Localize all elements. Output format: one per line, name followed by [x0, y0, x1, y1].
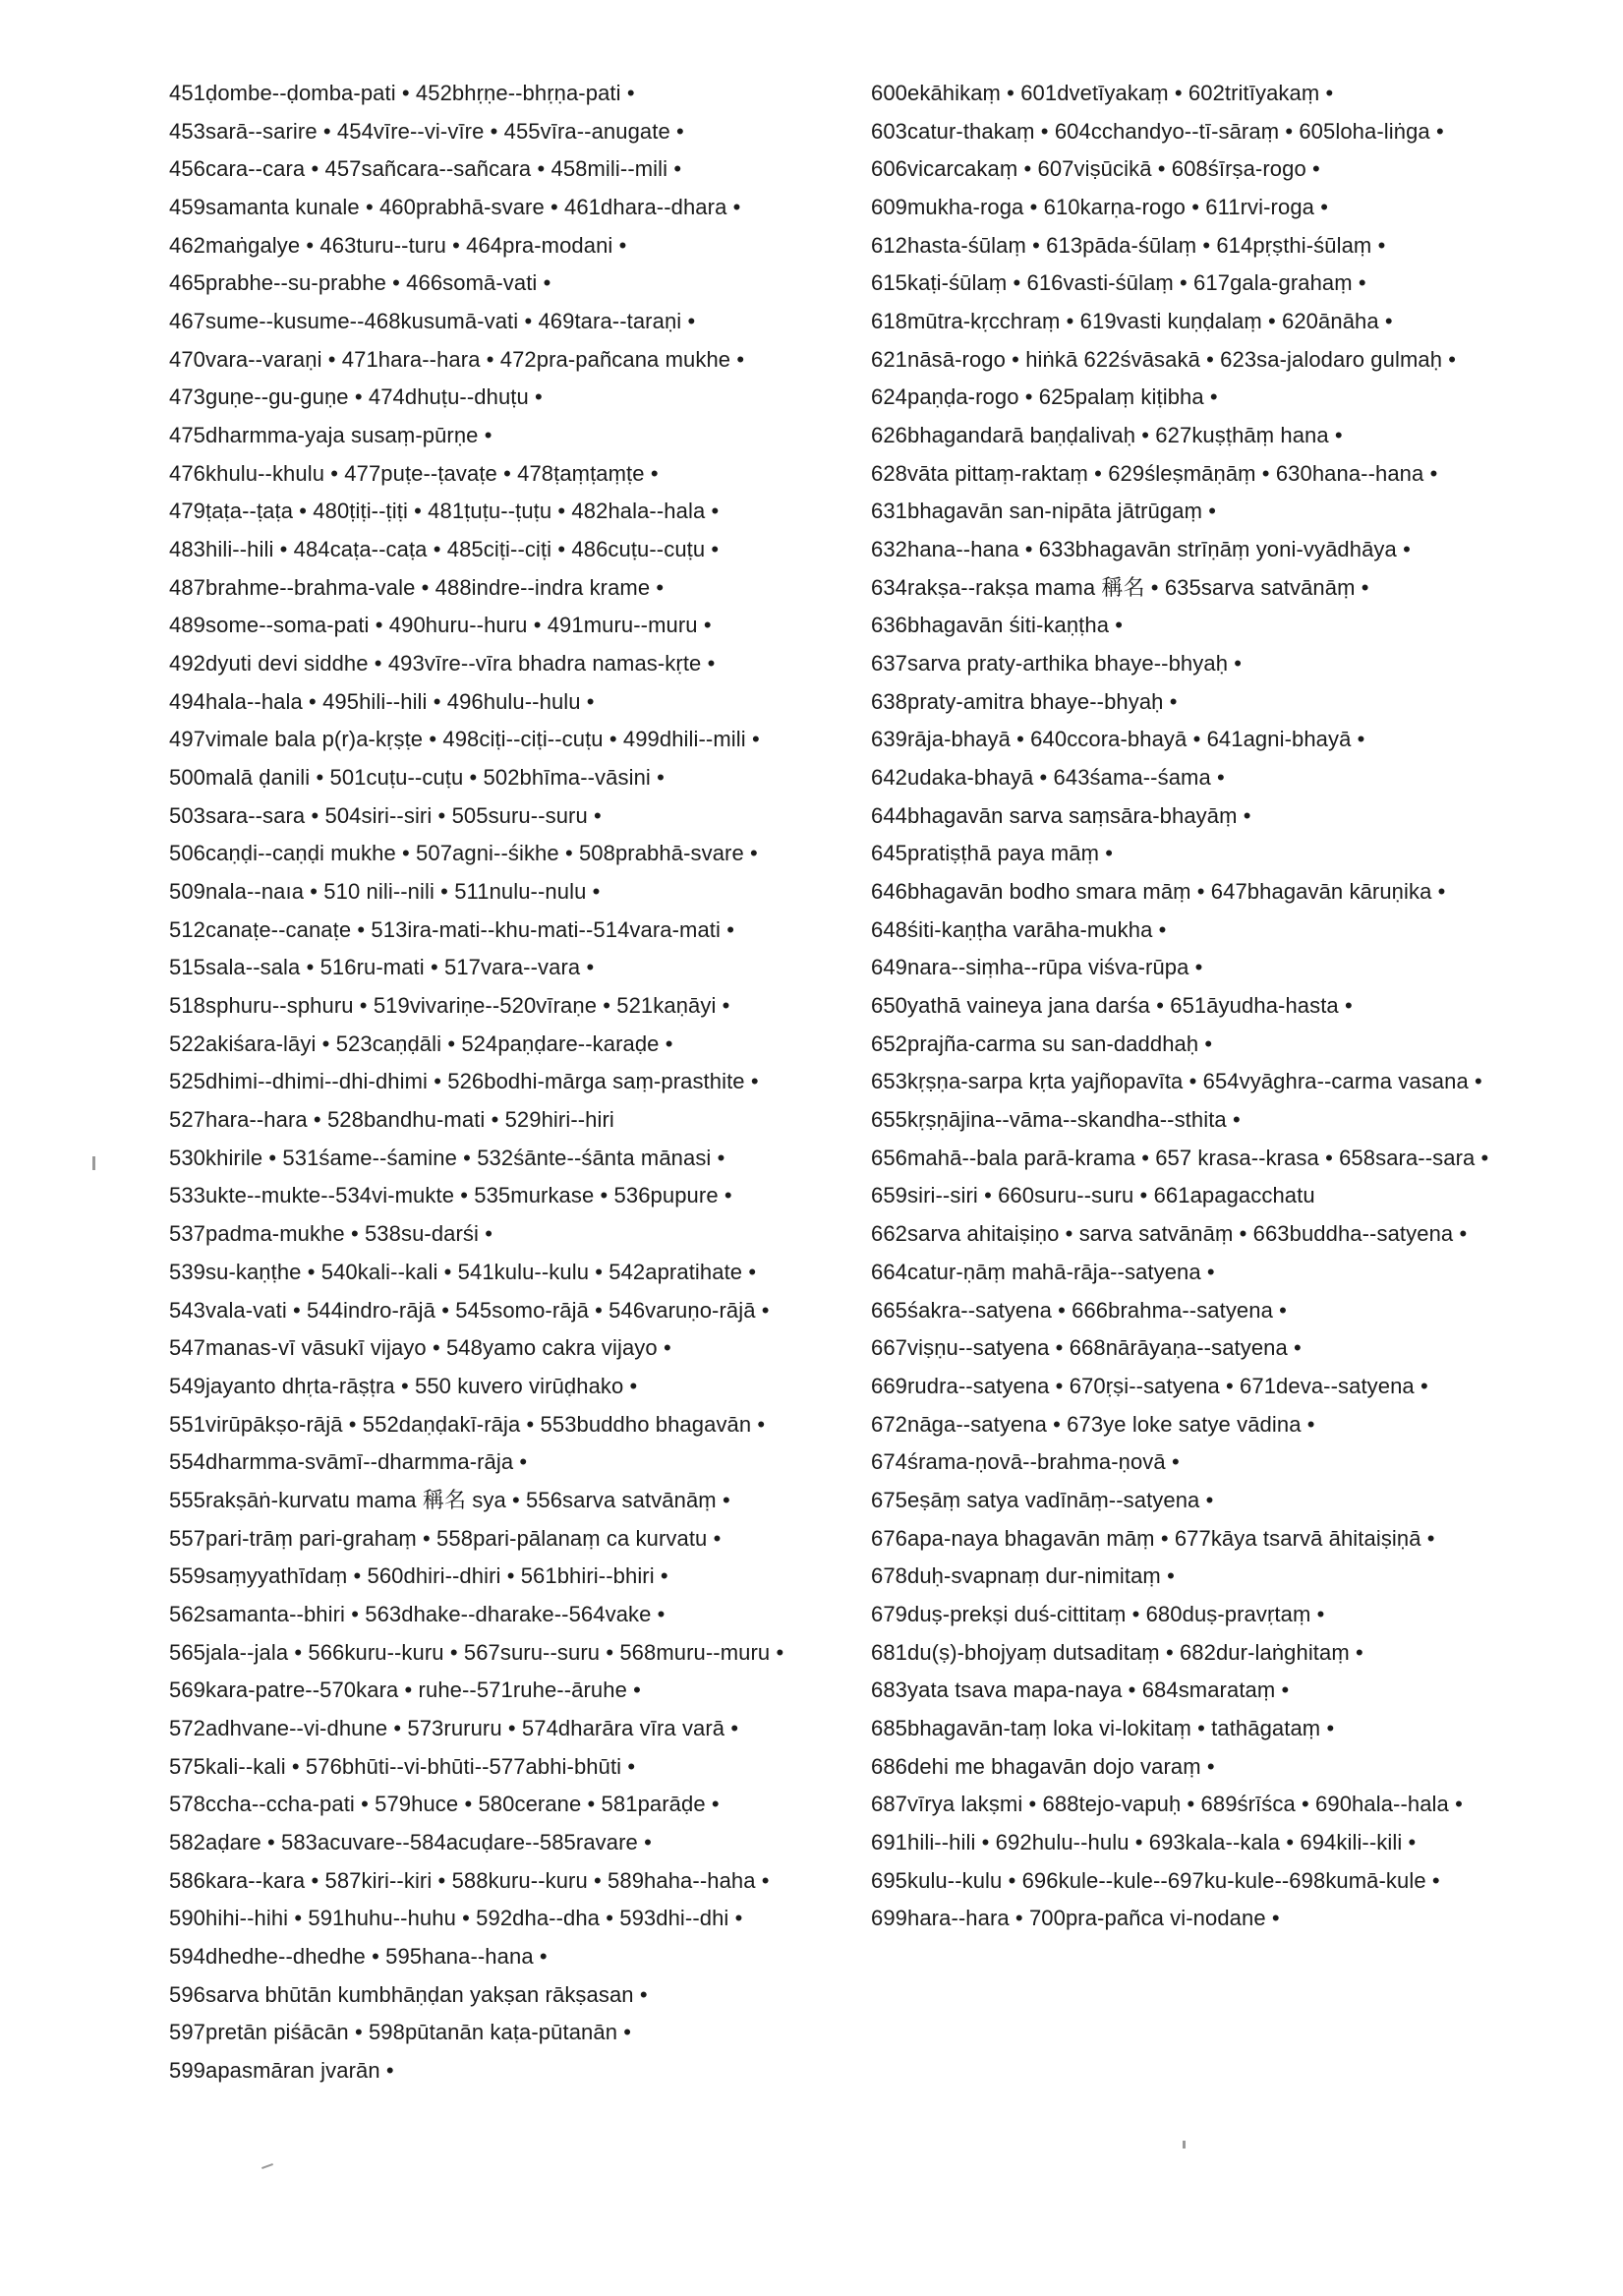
verse-line: 533ukte--mukte--534vi-mukte • 535murkase • 536pupure • [169, 1183, 732, 1208]
verse-line: 515sala--sala • 516ru-mati • 517vara--vara • [169, 955, 595, 980]
verse-line: 695kulu--kulu • 696kule--kule--697ku-kule--698kumā-kule • [871, 1867, 1440, 1893]
verse-line: 612hasta-śūlaṃ • 613pāda-śūlaṃ • 614pṛṣthi-śūlaṃ • [871, 232, 1386, 258]
verse-line: 674śrama-ṇovā--brahma-ṇovā • [871, 1449, 1180, 1475]
verse-line: 586kara--kara • 587kiri--kiri • 588kuru--kuru • 589haha--haha • [169, 1867, 770, 1893]
verse-line: 618mūtra-kṛcchraṃ • 619vasti kuṇḍalaṃ • 620ānāha • [871, 309, 1393, 334]
verse-line: 596sarva bhūtān kumbhāṇḍan yakṣan rākṣasan • [169, 1981, 648, 2007]
verse-line: 615kaṭi-śūlaṃ • 616vasti-śūlaṃ • 617gala-grahaṃ • [871, 270, 1366, 296]
verse-line: 609mukha-roga • 610karṇa-rogo • 611rvi-roga • [871, 195, 1329, 220]
verse-line: 664catur-ṇāṃ mahā-rāja--satyena • [871, 1259, 1215, 1284]
verse-line: 527hara--hara • 528bandhu-mati • 529hiri--hiri [169, 1107, 614, 1133]
verse-line: 683yata tsava mapa-naya • 684smarataṃ • [871, 1678, 1290, 1703]
verse-line: 489some--soma-pati • 490huru--huru • 491muru--muru • [169, 613, 712, 638]
verse-line: 594dhedhe--dhedhe • 595hana--hana • [169, 1943, 548, 1969]
verse-line: 462maṅgalye • 463turu--turu • 464pra-modani • [169, 232, 627, 258]
verse-line: 582aḍare • 583acuvare--584acuḍare--585ravare • [169, 1829, 652, 1854]
verse-line: 549jayanto dhṛta-rāṣṭra • 550 kuvero virūḍhako • [169, 1373, 638, 1398]
verse-line: 506caṇḍi--caṇḍi mukhe • 507agni--śikhe • 508prabhā-svare • [169, 841, 758, 866]
verse-line: 678duḥ-svapnaṃ dur-nimitaṃ • [871, 1563, 1175, 1589]
verse-line: 669rudra--satyena • 670ṛṣi--satyena • 671deva--satyena • [871, 1373, 1428, 1398]
verse-line: 631bhagavān san-nipāta jātrūgaṃ • [871, 499, 1217, 524]
verse-line: 656mahā--bala parā-krama • 657 krasa--krasa • 658sara--sara • [871, 1145, 1489, 1170]
verse-line: 632hana--hana • 633bhagavān strīṇāṃ yoni-vyādhāya • [871, 537, 1411, 562]
verse-line: 646bhagavān bodho smara māṃ • 647bhagavān kāruṇika • [871, 879, 1446, 905]
verse-line: 509nala--naıa • 510 nili--nili • 511nulu--nulu • [169, 879, 601, 905]
verse-line: 652prajña-carma su san-daddhaḥ • [871, 1030, 1213, 1056]
verse-line: 675eṣāṃ satya vadīnāṃ--satyena • [871, 1487, 1214, 1512]
verse-line: 487brahme--brahma-vale • 488indre--indra krame • [169, 574, 665, 600]
verse-line: 547manas-vī vāsukī vijayo • 548yamo cakra vijayo • [169, 1335, 671, 1361]
verse-line: 537padma-mukhe • 538su-darśi • [169, 1221, 493, 1247]
verse-line: 645pratiṣṭhā paya māṃ • [871, 841, 1114, 866]
verse-line: 597pretān piśācān • 598pūtanān kaṭa-pūtanān • [169, 2020, 632, 2045]
verse-line: 634rakṣa--rakṣa mama 稱名 • 635sarva satvānāṃ • [871, 574, 1369, 600]
verse-line: 453sarā--sarire • 454vīre--vi-vīre • 455vīra--anugate • [169, 118, 684, 144]
verse-line: 479ṭaṭa--ṭaṭa • 480ṭiṭi--ṭiṭi • 481ṭuṭu--ṭuṭu • 482hala--hala • [169, 499, 720, 524]
verse-line: 554dharmma-svāmī--dharmma-rāja • [169, 1449, 528, 1475]
verse-line: 557pari-trāṃ pari-grahaṃ • 558pari-pālanaṃ ca kurvatu • [169, 1525, 722, 1551]
verse-line: 522akiśara-lāyi • 523caṇḍāli • 524paṇḍare--karaḍe • [169, 1030, 673, 1056]
verse-line: 492dyuti devi siddhe • 493vīre--vīra bhadra namas-kṛte • [169, 651, 716, 677]
verse-line: 543vala-vati • 544indro-rājā • 545somo-rājā • 546varuṇo-rājā • [169, 1297, 770, 1323]
verse-line: 465prabhe--su-prabhe • 466somā-vati • [169, 270, 551, 296]
verse-line: 649nara--siṃha--rūpa viśva-rūpa • [871, 955, 1203, 980]
verse-line: 475dharmma-yaja susaṃ-pūrṇe • [169, 423, 493, 448]
verse-line: 572adhvane--vi-dhune • 573rururu • 574dharāra vīra varā • [169, 1715, 739, 1740]
verse-line: 699hara--hara • 700pra-pañca vi-nodane • [871, 1906, 1280, 1931]
verse-line: 662sarva ahitaiṣiṇo • sarva satvānāṃ • 663buddha--satyena • [871, 1221, 1468, 1247]
verse-line: 679duṣ-prekṣi duś-cittitaṃ • 680duṣ-pravṛtaṃ • [871, 1601, 1325, 1626]
verse-line: 621nāsā-rogo • hiṅkā 622śvāsakā • 623sa-jalodaro gulmaḥ • [871, 346, 1457, 372]
verse-line: 456cara--cara • 457sañcara--sañcara • 458mili--mili • [169, 156, 682, 182]
verse-line: 562samanta--bhiri • 563dhake--dharake--564vake • [169, 1601, 666, 1626]
verse-line: 459samanta kunale • 460prabhā-svare • 461dhara--dhara • [169, 195, 741, 220]
verse-line: 569kara-patre--570kara • ruhe--571ruhe--āruhe • [169, 1678, 641, 1703]
verse-line: 650yathā vaineya jana darśa • 651āyudha-hasta • [871, 993, 1353, 1019]
verse-line: 642udaka-bhayā • 643śama--śama • [871, 765, 1225, 791]
verse-line: 691hili--hili • 692hulu--hulu • 693kala--kala • 694kili--kili • [871, 1829, 1417, 1854]
verse-line: 628vāta pittaṃ-raktaṃ • 629śleṣmāṇāṃ • 630hana--hana • [871, 460, 1438, 486]
verse-line: 497vimale bala p(r)a-kṛṣṭe • 498ciṭi--ciṭi--cuṭu • 499dhili--mili • [169, 727, 760, 752]
verse-line: 494hala--hala • 495hili--hili • 496hulu--hulu • [169, 688, 595, 714]
verse-line: 575kali--kali • 576bhūti--vi-bhūti--577abhi-bhūti • [169, 1753, 636, 1779]
verse-line: 606vicarcakaṃ • 607viṣūcikā • 608śīrṣa-rogo • [871, 156, 1320, 182]
verse-line: 590hihi--hihi • 591huhu--huhu • 592dha--dha • 593dhi--dhi • [169, 1906, 743, 1931]
left-column [169, 75, 857, 2090]
verse-line: 636bhagavān śiti-kaṇṭha • [871, 613, 1124, 638]
verse-line: 483hili--hili • 484caṭa--caṭa • 485ciṭi--ciṭi • 486cuṭu--cuṭu • [169, 537, 720, 562]
verse-line: 686dehi me bhagavān dojo varaṃ • [871, 1753, 1215, 1779]
verse-line: 600ekāhikaṃ • 601dvetīyakaṃ • 602tritīyakaṃ • [871, 81, 1334, 105]
verse-line: 530khirile • 531śame--śamine • 532śānte--śānta mānasi • [169, 1145, 725, 1170]
verse-line: 626bhagandarā baṇḍalivaḥ • 627kuṣṭhāṃ hana • [871, 423, 1343, 448]
verse-line: 500malā ḍanili • 501cuṭu--cuṭu • 502bhīma--vāsini • [169, 765, 665, 791]
verse-line: 687vīrya lakṣmi • 688tejo-vapuḥ • 689śrīśca • 690hala--hala • [871, 1792, 1463, 1817]
verse-line: 512canaṭe--canaṭe • 513ira-mati--khu-mati--514vara-mati • [169, 916, 735, 942]
verse-line: 603catur-thakaṃ • 604cchandyo--tī-sāraṃ • 605loha-liṅga • [871, 118, 1444, 144]
verse-line: 578ccha--ccha-pati • 579huce • 580cerane • 581parāḍe • [169, 1792, 720, 1817]
verse-line: 551virūpākṣo-rājā • 552daṇḍakī-rāja • 553buddho bhagavān • [169, 1411, 766, 1437]
verse-line: 559saṃyyathīdaṃ • 560dhiri--dhiri • 561bhiri--bhiri • [169, 1563, 668, 1589]
verse-line: 655kṛṣṇājina--vāma--skandha--sthita • [871, 1107, 1241, 1133]
verse-line: 539su-kaṇṭhe • 540kali--kali • 541kulu--kulu • 542apratihate • [169, 1259, 757, 1284]
scan-mark [261, 2163, 273, 2169]
verse-line: 672nāga--satyena • 673ye loke satye vādina • [871, 1411, 1315, 1437]
verse-line: 653kṛṣṇa-sarpa kṛta yajñopavīta • 654vyāghra--carma vasana • [871, 1069, 1482, 1094]
verse-line: 565jala--jala • 566kuru--kuru • 567suru--suru • 568muru--muru • [169, 1639, 784, 1665]
verse-line: 525dhimi--dhimi--dhi-dhimi • 526bodhi-mārga saṃ-prasthite • [169, 1069, 759, 1094]
verse-line: 638praty-amitra bhaye--bhyaḥ • [871, 688, 1178, 714]
right-column [871, 75, 1603, 1938]
verse-line: 685bhagavān-taṃ loka vi-lokitaṃ • tathāgataṃ • [871, 1715, 1335, 1740]
verse-line: 659siri--siri • 660suru--suru • 661apagacchatu [871, 1183, 1315, 1208]
verse-line: 665śakra--satyena • 666brahma--satyena • [871, 1297, 1287, 1323]
verse-line: 667viṣṇu--satyena • 668nārāyaṇa--satyena • [871, 1335, 1302, 1361]
scan-mark [1183, 2141, 1186, 2149]
verse-line: 681du(ṣ)-bhojyaṃ dutsaditaṃ • 682dur-laṅghitaṃ • [871, 1639, 1363, 1665]
verse-line: 555rakṣāṅ-kurvatu mama 稱名 sya • 556sarva satvānāṃ • [169, 1487, 730, 1512]
verse-line: 648śiti-kaṇṭha varāha-mukha • [871, 916, 1167, 942]
verse-line: 518sphuru--sphuru • 519vivariṇe--520vīraṇe • 521kaṇāyi • [169, 993, 730, 1019]
verse-line: 503sara--sara • 504siri--siri • 505suru--suru • [169, 802, 602, 828]
verse-line: 639rāja-bhayā • 640ccora-bhayā • 641agni-bhayā • [871, 727, 1365, 752]
verse-line: 451ḍombe--ḍomba-pati • 452bhṛṇe--bhṛṇa-pati • [169, 81, 635, 105]
verse-line: 637sarva praty-arthika bhaye--bhyaḥ • [871, 651, 1243, 677]
verse-line: 473guṇe--gu-guṇe • 474dhuṭu--dhuṭu • [169, 384, 543, 410]
verse-line: 476khulu--khulu • 477puṭe--ṭavaṭe • 478ṭaṃṭaṃṭe • [169, 460, 659, 486]
verse-line: 644bhagavān sarva saṃsāra-bhayāṃ • [871, 802, 1251, 828]
scan-mark [92, 1156, 95, 1170]
verse-line: 599apasmāran jvarān • [169, 2057, 394, 2083]
verse-line: 676apa-naya bhagavān māṃ • 677kāya tsarvā āhitaiṣiṇā • [871, 1525, 1435, 1551]
verse-line: 624paṇḍa-rogo • 625palaṃ kiṭibha • [871, 384, 1218, 410]
verse-line: 467sume--kusume--468kusumā-vati • 469tara--taraṇi • [169, 309, 696, 334]
verse-line: 470vara--varaṇi • 471hara--hara • 472pra-pañcana mukhe • [169, 346, 745, 372]
